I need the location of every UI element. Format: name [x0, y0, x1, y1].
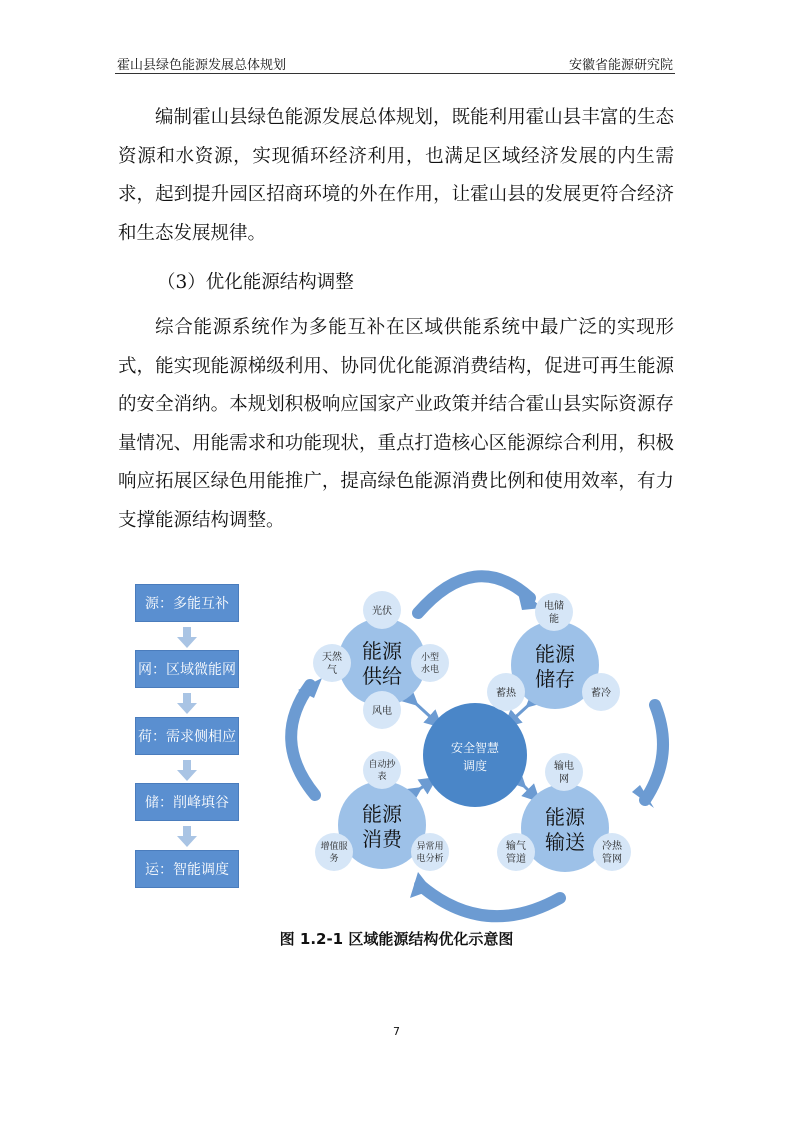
center-label-1: 安全智慧: [450, 741, 500, 755]
transport-title-2: 输送: [545, 830, 585, 854]
transport-item-thermal: [593, 833, 631, 871]
connector-arrow-consume: [415, 782, 430, 792]
storage-item-battery: [535, 593, 573, 631]
transport-title-1: 能源: [545, 805, 585, 829]
cycle-arrow-top: [418, 576, 530, 613]
consume-item-service-label-2: 务: [329, 854, 339, 864]
storage-title-1: 能源: [535, 642, 575, 666]
supply-item-wind-label: 风电: [372, 706, 392, 717]
transport-item-gas-label-1: 输气: [506, 841, 526, 852]
center-label-2: 调度: [462, 759, 488, 773]
flow-arrow-down-icon: [176, 693, 198, 715]
flow-arrow-down-icon: [176, 627, 198, 649]
transport-item-power-label-2: 网: [559, 774, 569, 785]
connector-arrow-transport: [520, 782, 534, 796]
consume-item-service: [315, 833, 353, 871]
connector-arrow-supply: [412, 700, 436, 722]
section-heading-3: （3）优化能源结构调整: [157, 272, 354, 293]
header-rule: [115, 73, 675, 74]
supply-item-pv-label: 光伏: [372, 606, 392, 617]
cycle-arrow-left: [291, 685, 315, 795]
flow-box-source: 源：多能互补: [135, 584, 239, 622]
flow-box-storage: 储：削峰填谷: [135, 783, 239, 821]
supply-item-gas-label-2: 气: [327, 665, 337, 676]
flow-box-load: 荷：需求侧相应: [135, 717, 239, 755]
transport-item-power: [545, 753, 583, 791]
consume-title-1: 能源: [362, 802, 402, 826]
paragraph-1-text: 编制霍山县绿色能源发展总体规划，既能利用霍山县丰富的生态资源和水资源，实现循环经济利用，也满足区域经济发展的内生需求，起到提升园区招商环境的外在作用，让霍山县的发展更符合经济和生态发展规律。: [118, 107, 674, 244]
consume-item-meter-label-2: 表: [377, 772, 387, 782]
flow-box-operation: 运：智能调度: [135, 850, 239, 888]
center-circle: [423, 703, 527, 807]
paragraph-2-text: 综合能源系统作为多能互补在区域供能系统中最广泛的实现形式，能实现能源梯级利用、协同优化能源消费结构，促进可再生能源的安全消纳。本规划积极响应国家产业政策并结合霍山县实际资源存量情况、用能需求和功能现状，重点打造核心区能源综合利用，积极响应拓展区绿色用能推广，提高绿色能源消费比例和使用效率，有力支撑能源结构调整。: [118, 317, 674, 531]
header-organization: 安徽省能源研究院: [568, 58, 673, 73]
consume-item-meter-label-1: 自动抄: [368, 760, 396, 770]
transport-item-thermal-label-2: 管网: [602, 854, 622, 865]
cycle-arrow-bottom: [420, 885, 560, 916]
consume-item-analysis: [411, 833, 449, 871]
supply-item-hydro-label-1: 小型: [420, 653, 440, 663]
paragraph-1: [118, 99, 674, 253]
storage-item-battery-label-1: 电储: [544, 601, 564, 612]
supply-title-1: 能源: [362, 639, 402, 663]
header-doc-title: 霍山县绿色能源发展总体规划: [117, 58, 287, 73]
supply-title-2: 供给: [362, 664, 402, 688]
transport-item-gas: [497, 833, 535, 871]
supply-item-gas: [313, 644, 351, 682]
page-header: [117, 52, 673, 74]
page-number: 7: [393, 1025, 400, 1038]
cycle-arrow-right: [645, 705, 663, 800]
consume-title-2: 消费: [362, 827, 402, 851]
transport-item-gas-label-2: 管道: [506, 854, 526, 865]
figure-caption: 图 1.2-1 区域能源结构优化示意图: [279, 930, 514, 948]
flow-arrow-down-icon: [176, 760, 198, 782]
flow-arrow-down-icon: [176, 826, 198, 848]
storage-item-battery-label-2: 能: [549, 614, 559, 625]
storage-title-2: 储存: [535, 667, 575, 691]
consume-item-analysis-label-1: 异常用: [416, 842, 444, 852]
paragraph-2: [118, 309, 674, 540]
consume-item-meter: [363, 751, 401, 789]
consume-item-service-label-1: 增值服: [320, 842, 348, 852]
storage-item-cold-label: 蓄冷: [591, 688, 611, 699]
transport-item-power-label-1: 输电: [554, 761, 574, 772]
energy-cycle-diagram: [270, 560, 670, 930]
supply-item-hydro: [411, 644, 449, 682]
supply-item-hydro-label-2: 水电: [420, 665, 440, 675]
supply-item-gas-label-1: 天然: [322, 652, 342, 663]
flow-box-grid: 网：区域微能网: [135, 650, 239, 688]
storage-item-heat-label: 蓄热: [496, 688, 516, 699]
transport-item-thermal-label-1: 冷热: [602, 841, 622, 852]
consume-item-analysis-label-2: 电分析: [416, 854, 444, 864]
